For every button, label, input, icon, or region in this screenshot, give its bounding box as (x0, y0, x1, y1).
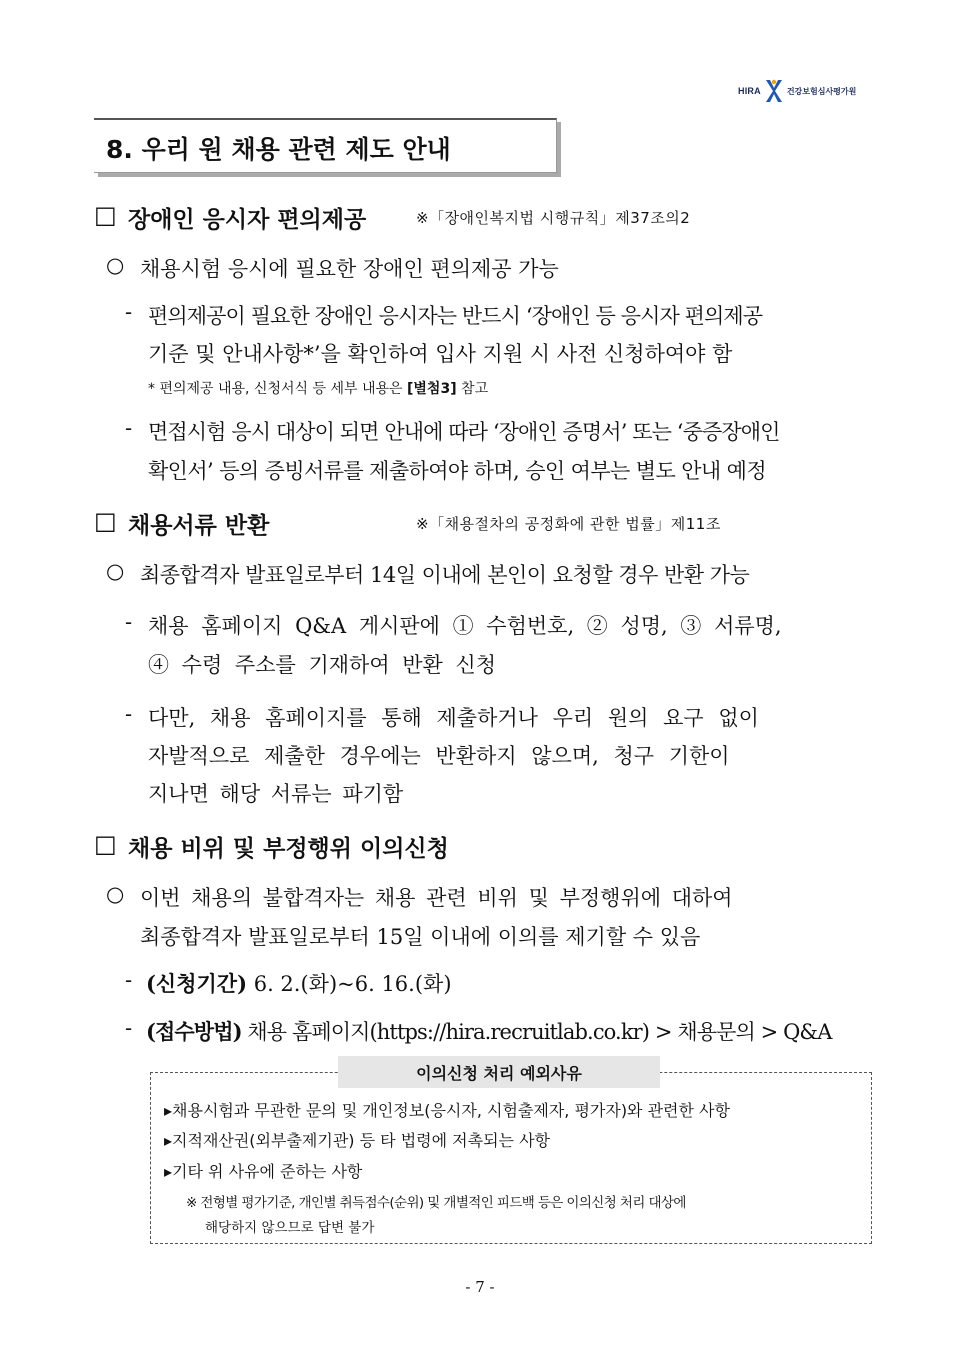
item-line: 자발적으로 제출한 경우에는 반환하지 않으며, 청구 기한이 (148, 744, 730, 768)
period-value: 6. 2.(화)~6. 16.(화) (253, 972, 452, 996)
bullet-text: 이번 채용의 불합격자는 채용 관련 비위 및 부정행위에 대하여 (140, 886, 733, 910)
method-label: (접수방법) (146, 1019, 242, 1044)
triangle-bullet-icon: ▸ (164, 1101, 173, 1120)
item-line: 면접시험 응시 대상이 되면 안내에 따라 ‘장애인 증명서’ 또는 ‘중증장애인 (148, 420, 780, 444)
footnote (148, 378, 488, 398)
item-line: 확인서’ 등의 증빙서류를 제출하여야 하며, 승인 여부는 별도 안내 예정 (148, 459, 767, 483)
footnote-suffix: 참고 (456, 381, 489, 397)
page-number: - 7 - (465, 1278, 495, 1296)
exception-item (164, 1128, 550, 1151)
bullet-marker: ○ (106, 882, 125, 906)
legal-reference: ※「채용절차의 공정화에 관한 법률」제11조 (416, 515, 721, 533)
dash-marker: - (125, 702, 133, 726)
dash-marker: - (125, 300, 133, 324)
method-value: 채용 홈페이지(https://hira.recruitlab.co.kr) > 채용문의 > Q&A (247, 1020, 832, 1044)
logo-text: HIRA (738, 86, 761, 96)
dash-marker: - (125, 1016, 133, 1040)
item-line: ④ 수령 주소를 기재하여 반환 신청 (148, 653, 497, 677)
bullet-marker: ○ (106, 253, 125, 277)
footnote-attachment: [별첨3] (407, 381, 457, 397)
bullet-marker: ○ (106, 559, 125, 583)
section-marker: □ (94, 507, 117, 535)
legal-reference: ※「장애인복지법 시행규칙」제37조의2 (416, 209, 691, 227)
period-label: (신청기간) (146, 971, 248, 996)
footnote-prefix: * 편의제공 내용, 신청서식 등 세부 내용은 (148, 381, 407, 397)
bullet-text: 채용시험 응시에 필요한 장애인 편의제공 가능 (140, 257, 559, 281)
exception-item-text: 지적재산권(외부출제기관) 등 타 법령에 저촉되는 사항 (172, 1131, 550, 1150)
section-marker: □ (94, 201, 117, 229)
exception-item-text: 기타 위 사유에 준하는 사항 (172, 1162, 363, 1181)
hira-x-mark-icon (764, 79, 784, 103)
dash-marker: - (125, 416, 133, 440)
exception-note: 해당하지 않으므로 답변 불가 (205, 1220, 375, 1236)
item-line: 채용 홈페이지 Q&A 게시판에 ① 수험번호, ② 성명, ③ 서류명, (148, 614, 782, 638)
item-line: 다만, 채용 홈페이지를 통해 제출하거나 우리 원의 요구 없이 (148, 706, 759, 730)
triangle-bullet-icon: ▸ (164, 1162, 173, 1181)
section-title: 8. 우리 원 채용 관련 제도 안내 (106, 135, 451, 164)
section-heading: 채용서류 반환 (128, 513, 270, 539)
exception-note: ※ 전형별 평가기준, 개인별 취득점수(순위) 및 개별적인 피드백 등은 이의신청 처리 대상에 (186, 1195, 686, 1211)
org-name: 건강보험심사평가원 (786, 86, 857, 96)
exception-item (164, 1159, 362, 1182)
bullet-text: 최종합격자 발표일로부터 15일 이내에 이의를 제기할 수 있음 (140, 925, 701, 949)
item-line: 편의제공이 필요한 장애인 응시자는 반드시 ‘장애인 등 응시자 편의제공 (148, 304, 763, 328)
hira-logo (738, 78, 856, 104)
exception-item (164, 1098, 730, 1121)
dash-marker: - (125, 610, 133, 634)
dash-marker: - (125, 968, 133, 992)
exception-title: 이의신청 처리 예외사유 (416, 1064, 582, 1083)
item-line: 지나면 해당 서류는 파기함 (148, 782, 404, 806)
bullet-text: 최종합격자 발표일로부터 14일 이내에 본인이 요청할 경우 반환 가능 (140, 563, 750, 587)
item-line: 기준 및 안내사항*’을 확인하여 입사 지원 시 사전 신청하여야 함 (148, 342, 733, 366)
section-heading: 채용 비위 및 부정행위 이의신청 (128, 836, 449, 862)
exception-item-text: 채용시험과 무관한 문의 및 개인정보(응시자, 시험출제자, 평가자)와 관련한 사항 (172, 1101, 730, 1120)
triangle-bullet-icon: ▸ (164, 1131, 173, 1150)
application-period (146, 968, 452, 998)
section-marker: □ (94, 830, 117, 858)
submission-method (146, 1016, 832, 1046)
section-heading: 장애인 응시자 편의제공 (128, 207, 367, 233)
